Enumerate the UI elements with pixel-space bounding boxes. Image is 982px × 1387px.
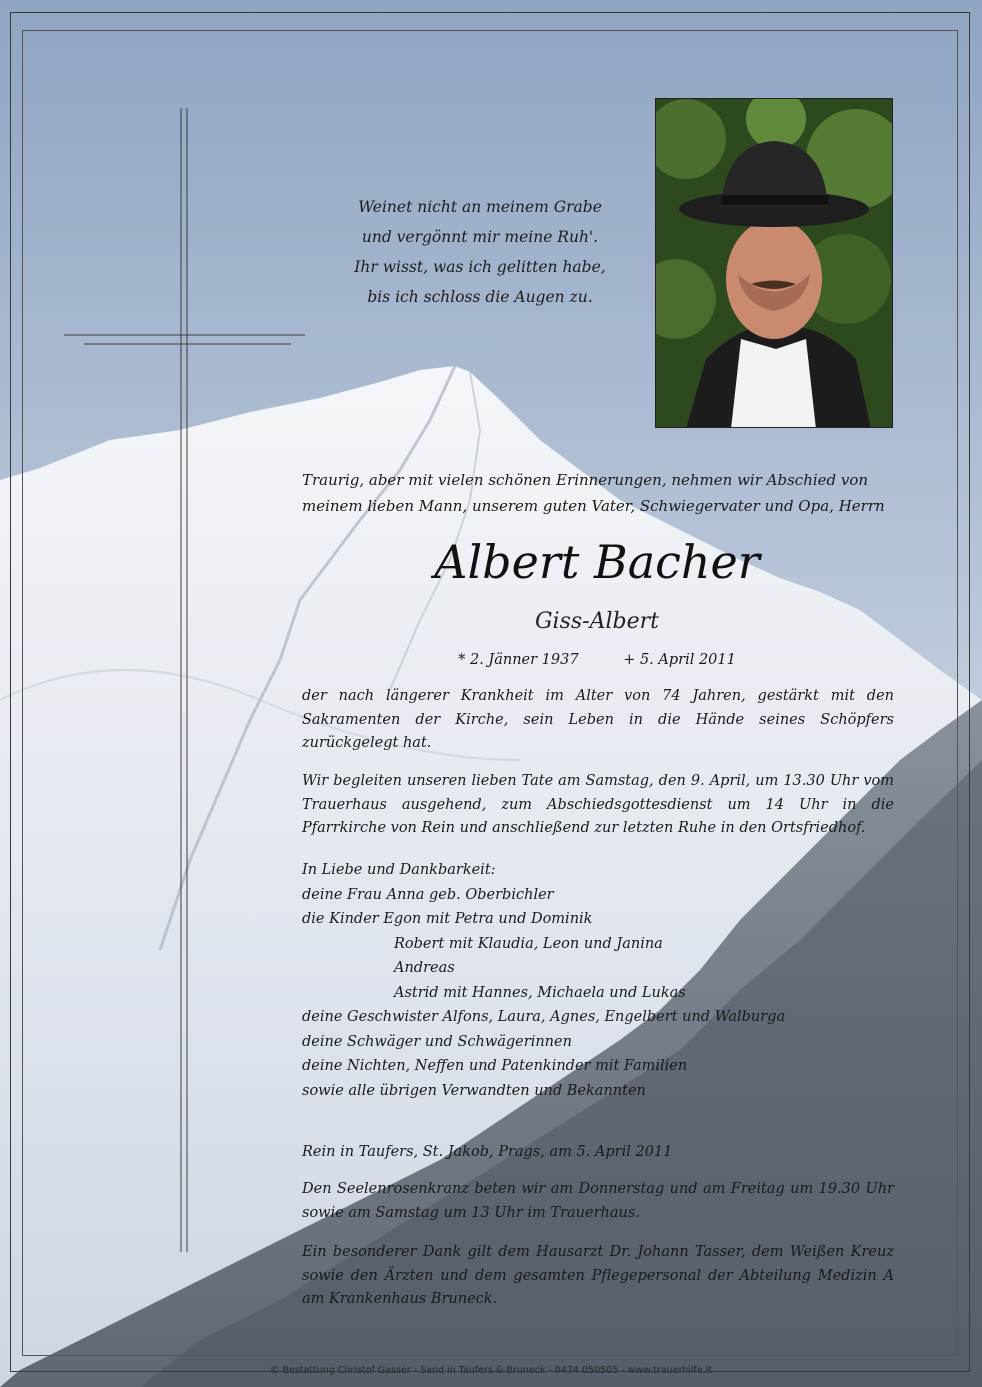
intro-text [302,467,894,519]
mourner-line: die Kinder Egon mit Petra und Dominik [302,911,593,927]
death-date: + 5. April 2011 [623,652,736,668]
portrait-photo [655,98,893,428]
poem-line: und vergönnt mir meine Ruh'. [361,228,599,246]
mourner-line: Astrid mit Hannes, Michaela und Lukas [394,984,686,1001]
mourner-line: deine Geschwister Alfons, Laura, Agnes, Engelbert und Walburga [302,1009,786,1025]
life-dates [300,649,894,671]
mourner-line: deine Schwäger und Schwägerinnen [302,1033,572,1050]
rosary-paragraph: Den Seelenrosenkranz beten wir am Donnerstag und am Freitag um 19.30 Uhr sowie am Samstag um 13 Uhr im Trauerhaus. [302,1181,894,1221]
mourner-line: Robert mit Klaudia, Leon und Janina [394,935,663,952]
deceased-name: Albert Bacher [434,535,760,589]
mourners-heading: In Liebe und Dankbarkeit: [302,862,496,878]
poem-line: Ihr wisst, was ich gelitten habe, [354,258,606,276]
illness-paragraph: der nach längerer Krankheit im Alter von 74 Jahren, gestärkt mit den Sakramenten der Kirche, sein Leben in die Hände seines Schöpfers zurückgelegt hat. [302,688,894,751]
birth-date: * 2. Jänner 1937 [458,652,579,668]
intro-line: Traurig, aber mit vielen schönen Erinnerungen, nehmen wir Abschied von [302,471,869,489]
place-date: Rein in Taufers, St. Jakob, Prags, am 5. April 2011 [302,1144,673,1160]
mourner-line: deine Nichten, Neffen und Patenkinder mit Familien [302,1058,688,1074]
deceased-nickname: Giss-Albert [534,609,659,634]
mourner-line: sowie alle übrigen Verwandten und Bekannten [302,1082,646,1099]
footer-credit: © Bestattung Christof Gasser - Sand in Taufers & Bruneck - 0474 050505 - www.trauerhilfe.it [269,1365,713,1376]
intro-line: meinem lieben Mann, unserem guten Vater, Schwiegervater und Opa, Herrn [302,497,885,515]
poem [335,192,625,312]
mourner-line: Andreas [394,960,455,976]
mourner-line: deine Frau Anna geb. Oberbichler [302,886,554,903]
poem-line: bis ich schloss die Augen zu. [367,288,593,306]
funeral-paragraph: Wir begleiten unseren lieben Tate am Samstag, den 9. April, um 13.30 Uhr vom Trauerhaus ausgehend, zum Abschiedsgottesdienst um 14 Uhr in die Pfarrkirche von Rein und anschließend zur letzten Ruhe in den Ortsfriedhof. [302,773,894,836]
thanks-paragraph: Ein besonderer Dank gilt dem Hausarzt Dr. Johann Tasser, dem Weißen Kreuz sowie den Ärzten und dem gesamten Pflegepersonal der Abteilung Medizin A am Krankenhaus Bruneck. [302,1244,894,1307]
poem-line: Weinet nicht an meinem Grabe [358,198,602,216]
mourners-list [302,858,894,1103]
